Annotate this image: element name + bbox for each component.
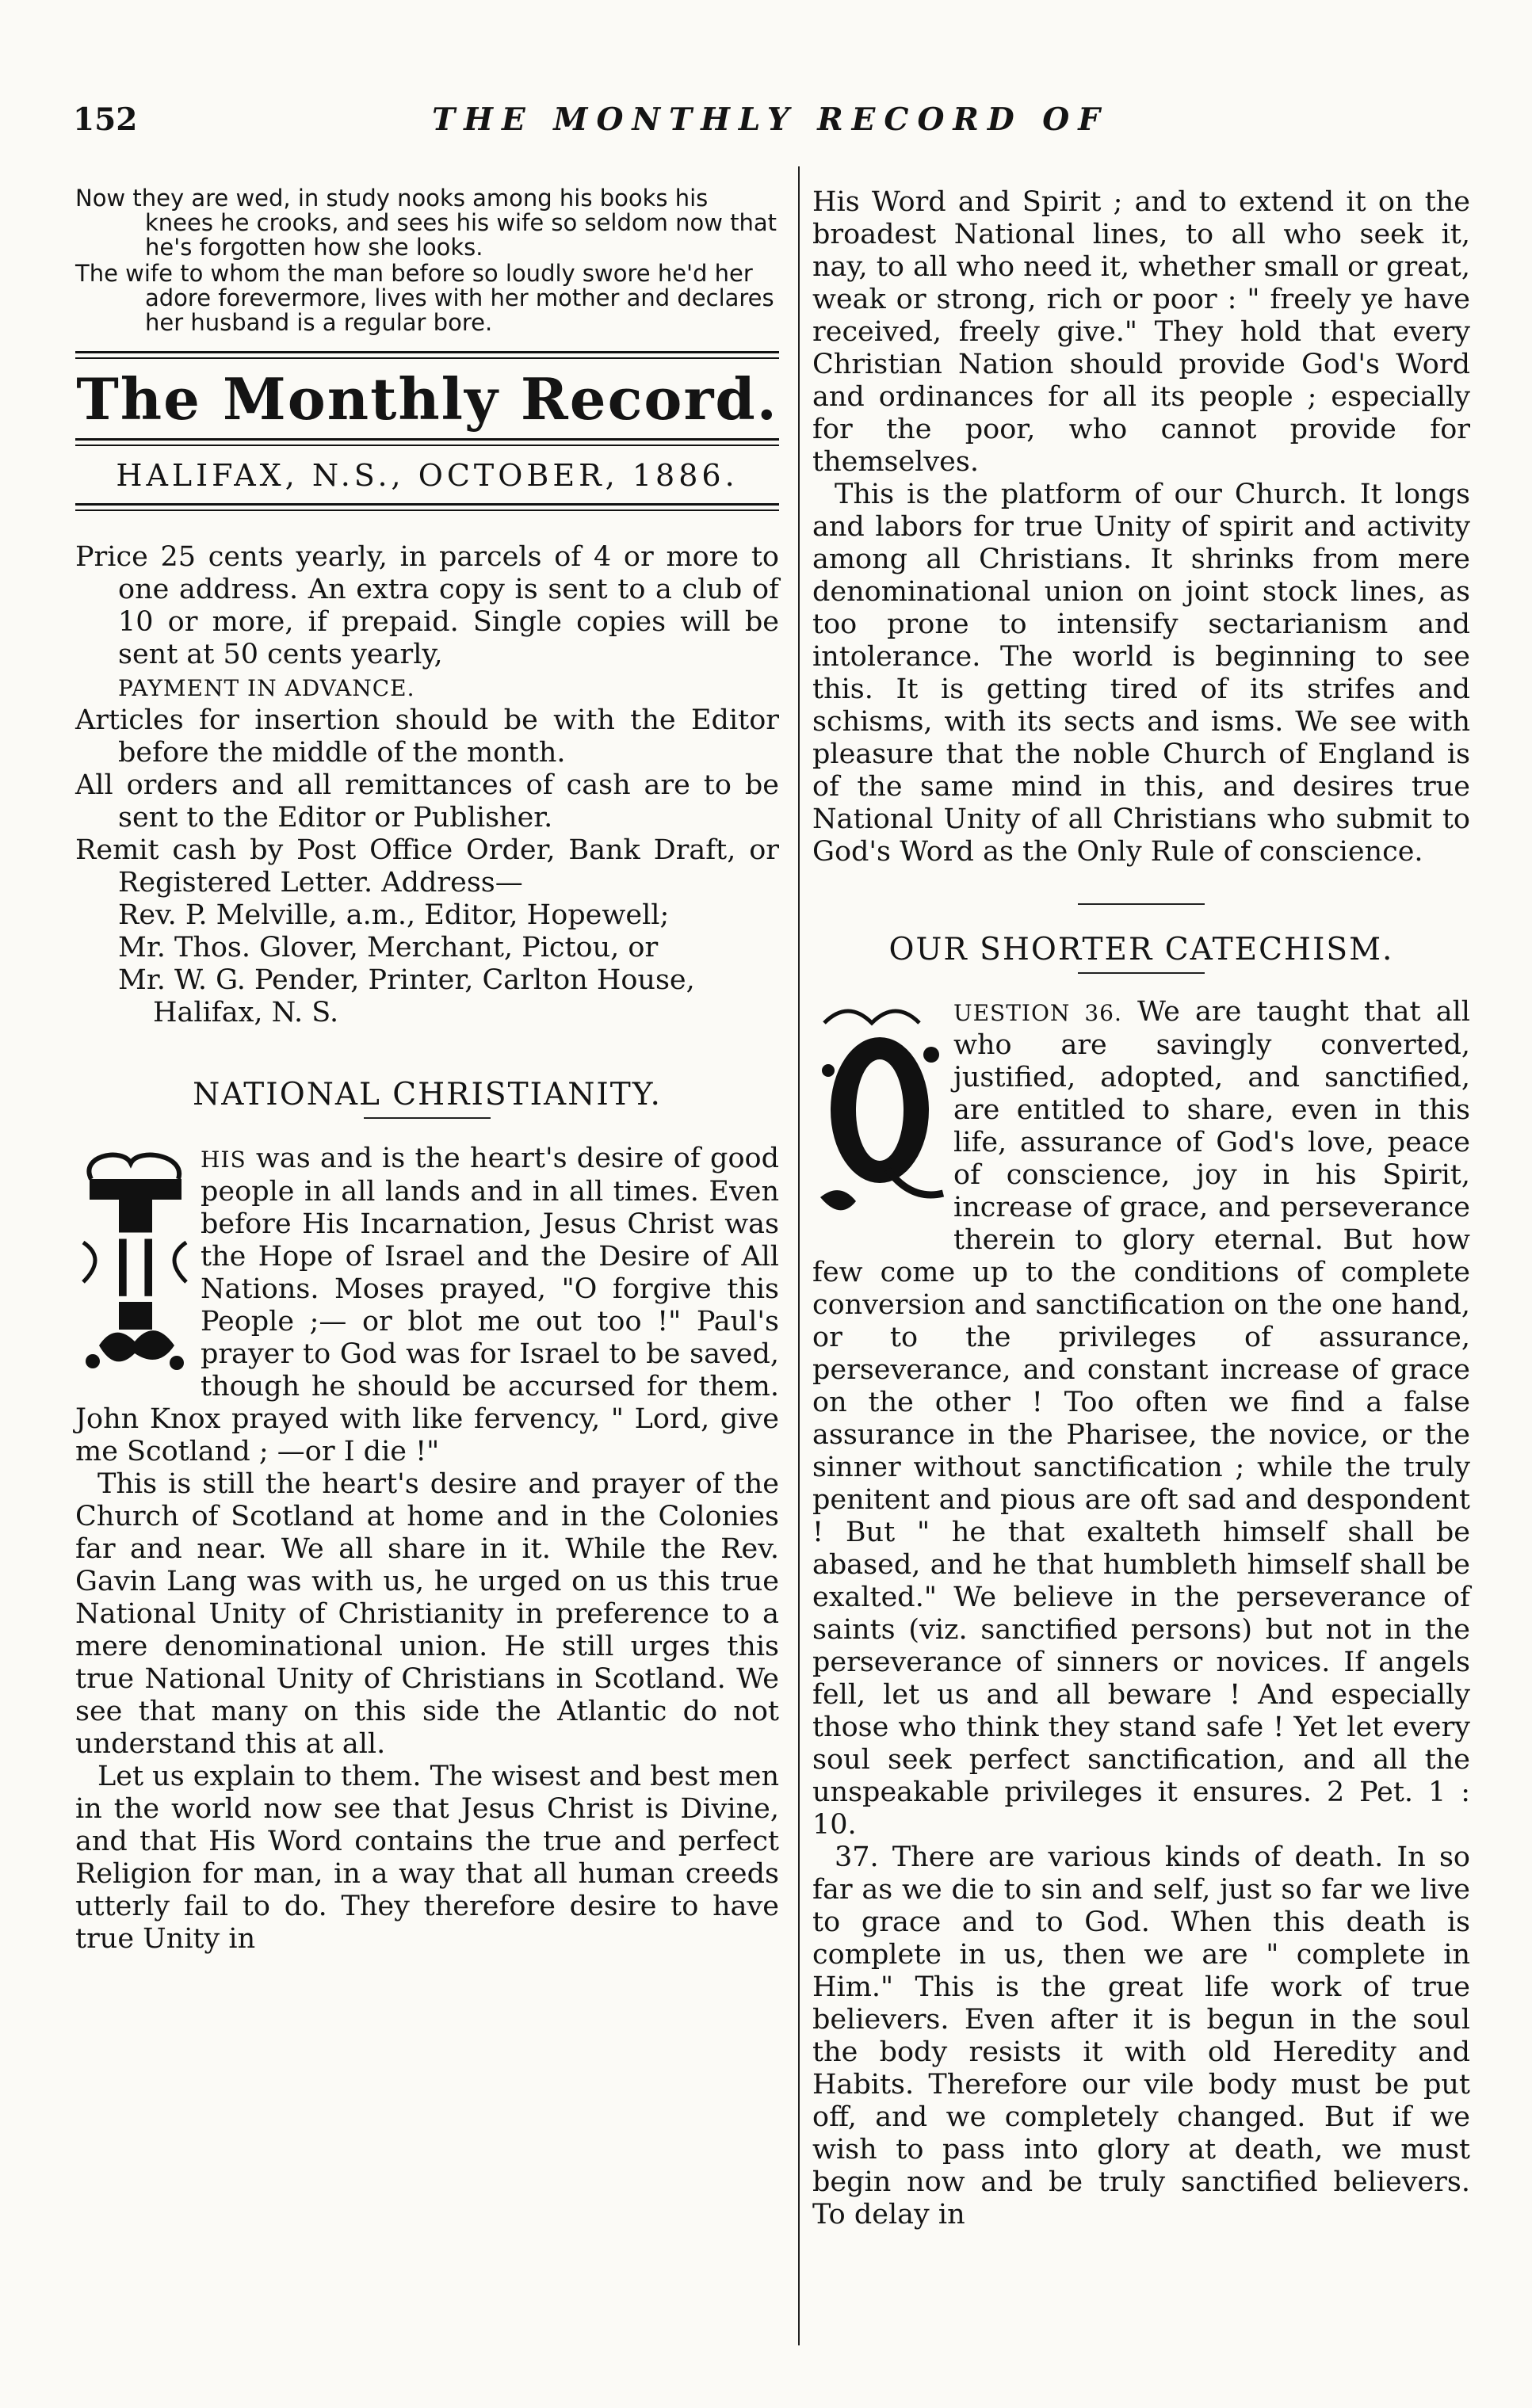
contact-editor: Rev. P. Melville, a.m., Editor, Hopewell; [118,899,670,931]
divider [75,503,779,511]
column-rule [798,166,800,2345]
contact-list [75,899,779,1029]
drop-cap-letter: T [100,1213,171,1325]
divider [75,351,779,359]
section-title-national: NATIONAL CHRISTIANITY. [193,1077,662,1112]
subscription-terms [75,541,779,899]
payment-notice: PAYMENT IN ADVANCE. [118,675,415,701]
orders-notice: All orders and all remittances of cash are to be sent to the Editor or Publisher. [75,769,779,834]
price-notice: Price 25 cents yearly, in parcels of 4 or more to one address. An extra copy is sent to a club of 10 or more, if prepaid. Single copies will be sent at 50 cents yearly, PAYMENT IN ADVANCE. [75,541,779,701]
section-title-catechism: OUR SHORTER CATECHISM. [888,932,1394,967]
running-header [73,101,1468,149]
question-lead: UESTION 36. [953,1000,1122,1026]
masthead-title: The Monthly Record. [76,365,778,433]
remit-notice: Remit cash by Post Office Order, Bank Draft, or Registered Letter. Address— [75,834,779,899]
lead-word: HIS [201,1147,246,1173]
question-36: UESTION 36. We are taught that all who are savingly converted, justified, adopted, and sanctified, are entitled to share, even in this life, assurance of God's love, peace of conscience, joy in his Spirit, increase of grace, and perseverance therein to glory eternal. But how few come up to the conditions of complete conversion and sanctification on the one hand, or to the privileges of assurance, perseverance, and constant increase of grace on the other ! Too often we find a false assurance in the Pharisee, the novice, or the sinner without sanctification ; while the truly penitent and pious are oft sad and despondent ! But " he that exalteth himself shall be abased, and he that humbleth himself shall be exalted." We believe in the perseverance of saints (viz. sanctified persons) but not in the perseverance of sinners or novices. If angels fell, let us and all beware ! And especially those who think they stand safe ! Yet let every soul seek perfect sanctification, and all the unspeakable privileges it ensures. 2 Pet. 1 : 10. [812,996,1470,1841]
national-para-2: This is still the heart's desire and prayer of the Church of Scotland at home and in the Colonies far and near. We all share in it. While the Rev. Gavin Lang was with us, he urged on us this true National Unity of Christianity in preference to a mere denominational union. He still urges this true National Unity of Christians in Scotland. We see that many on this side the Atlantic do not understand this at all. [75,1468,779,1760]
running-title: THE MONTHLY RECORD OF [432,101,1109,138]
question-37: 37. There are various kinds of death. In so far as we die to sin and self, just so far we live to grace and to God. When this death is complete in us, then we are " complete in Him." This is the great life work of true believers. Even after it is begun in the soul the body resists it with old Heredity and Habits. Therefore our vile body must be put off, and we completely changed. But if we wish to pass into glory at death, we must begin now and be truly sanctified believers. To delay in [812,1841,1470,2231]
ornamental-drop-cap-q [812,999,947,1231]
national-article [75,1143,779,1956]
articles-notice: Articles for insertion should be with the Editor before the middle of the month. [75,704,779,769]
national-article-continued [812,186,1470,868]
left-column [75,186,779,1956]
ornamental-drop-cap-t [75,1147,194,1379]
poem-stanza: The wife to whom the man before so loudly swore he'd her adore forevermore, lives with her mother and declares her husband is a regular bore. [75,260,774,336]
contact-printer: Mr. W. G. Pender, Printer, Carlton House, Halifax, N. S. [118,964,695,1028]
contact-merchant: Mr. Thos. Glover, Merchant, Pictou, or [118,932,659,964]
national-para-5: This is the platform of our Church. It longs and labors for true Unity of spirit and activity among all Christians. It shrinks from mere denominational union on joint stock lines, as too prone to intensify sectarianism and intolerance. The world is beginning to see this. It is getting tired of its strifes and schisms, with its sects and isms. We see with pleasure that the noble Church of England is of the same mind in this, and desires true National Unity of all Christians who submit to God's Word as the Only Rule of conscience. [812,479,1470,868]
catechism-article [812,996,1470,2231]
divider [75,438,779,446]
national-para-4: His Word and Spirit ; and to extend it on the broadest National lines, to all who seek it, nay, to all who need it, whether small or great, weak or strong, rich or poor : " freely ye have received, freely give." They hold that every Christian Nation should provide God's Word and ordinances for all its people ; especially for the poor, who cannot provide for themselves. [812,186,1470,478]
poem [75,186,779,335]
dateline: HALIFAX, N.S., OCTOBER, 1886. [116,458,739,493]
page-number: 152 [73,101,138,138]
right-column [812,186,1470,2231]
national-para-3: Let us explain to them. The wisest and best men in the world now see that Jesus Christ is Divine, and that His Word contains the true and perfect Religion for man, in a way that all human creeds utterly fail to do. They therefore desire to have true Unity in [75,1761,779,1955]
national-para-1: HIS was and is the heart's desire of good people in all lands and in all times. Even before His Incarnation, Jesus Christ was the Hope of Israel and the Desire of All Nations. Moses prayed, "O forgive this People ;— or blot me out too !" Paul's prayer to God was for Israel to be saved, though he should be accursed for them. John Knox prayed with like fervency, " Lord, give me Scotland ; —or I die !" [75,1143,779,1467]
poem-stanza: Now they are wed, in study nooks among his books his knees he crooks, and sees his wife so seldom now that he's forgotten how she looks. [75,185,777,261]
